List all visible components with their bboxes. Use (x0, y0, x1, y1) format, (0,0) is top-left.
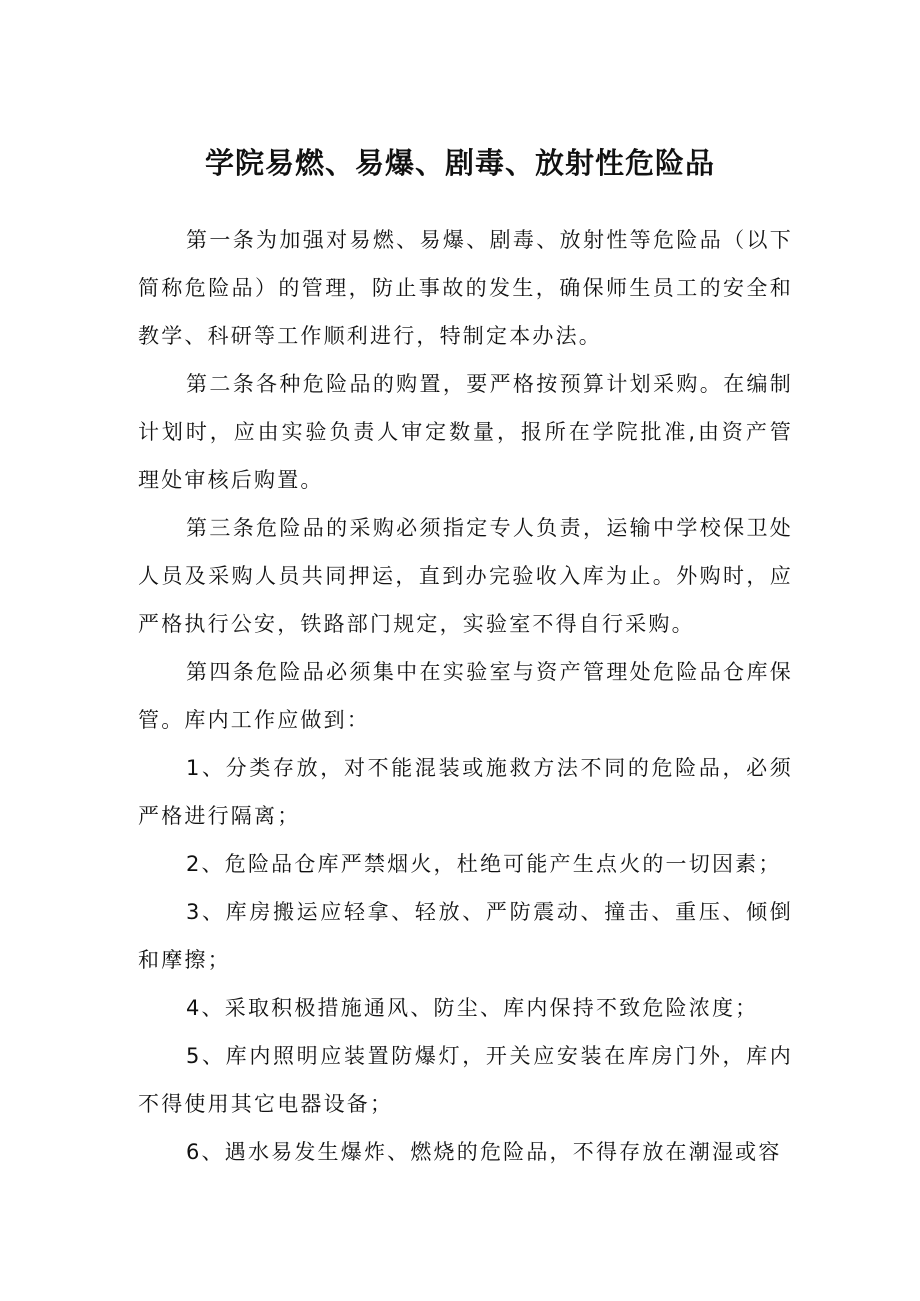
article-3-paragraph: 第三条危险品的采购必须指定专人负责，运输中学校保卫处人员及采购人员共同押运，直到办完验收入库为止。外购时，应严格执行公安，铁路部门规定，实验室不得自行采购。 (138, 516, 793, 636)
list-item-3: 3、库房搬运应轻拿、轻放、严防震动、撞击、重压、倾倒和摩擦； (138, 900, 793, 972)
list-item-2: 2、危险品仓库严禁烟火，杜绝可能产生点火的一切因素； (186, 852, 782, 876)
document-title: 学院易燃、易爆、剧毒、放射性危险品 (204, 146, 715, 180)
document-body (138, 216, 793, 1176)
list-item-5: 5、库内照明应装置防爆灯，开关应安装在库房门外，库内不得使用其它电器设备； (138, 1044, 793, 1116)
list-item-6: 6、遇水易发生爆炸、燃烧的危险品，不得存放在潮湿或容 (186, 1140, 782, 1164)
article-4-paragraph: 第四条危险品必须集中在实验室与资产管理处危险品仓库保管。库内工作应做到： (138, 660, 793, 732)
list-item-1: 1、分类存放，对不能混装或施救方法不同的危险品，必须严格进行隔离； (138, 756, 793, 828)
article-2-paragraph: 第二条各种危险品的购置，要严格按预算计划采购。在编制计划时，应由实验负责人审定数量，报所在学院批准,由资产管理处审核后购置。 (138, 372, 793, 492)
article-1-paragraph: 第一条为加强对易燃、易爆、剧毒、放射性等危险品（以下简称危险品）的管理，防止事故的发生，确保师生员工的安全和教学、科研等工作顺利进行，特制定本办法。 (138, 228, 793, 348)
list-item-4: 4、采取积极措施通风、防尘、库内保持不致危险浓度； (186, 996, 759, 1020)
